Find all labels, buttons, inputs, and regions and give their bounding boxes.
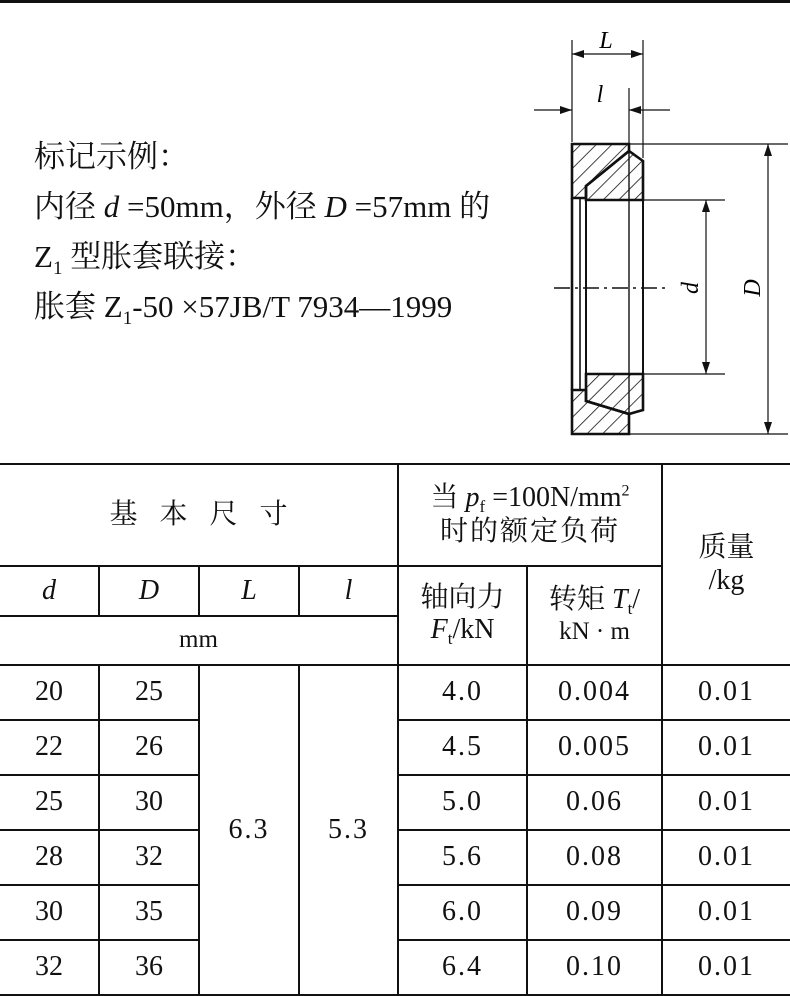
cell-torque: 0.09: [527, 885, 662, 940]
cell-d: 32: [0, 940, 99, 995]
label-l: l: [596, 82, 604, 108]
cell-L-merged: 6.3: [199, 665, 299, 995]
cell-torque: 0.08: [527, 830, 662, 885]
cell-D: 35: [99, 885, 199, 940]
example-designation: 胀套 $Z_1-50 \times 57JB/T$ 7934—1999: [34, 289, 453, 329]
cell-mass: 0.01: [662, 885, 790, 940]
header-basic-size: 基本尺寸: [0, 464, 398, 566]
cell-axial: 4.0: [398, 665, 527, 720]
cell-d: 22: [0, 720, 99, 775]
cell-d: 30: [0, 885, 99, 940]
label-d: d: [678, 282, 704, 294]
spec-table: [0, 463, 790, 996]
example-type: $Z_1$ 型胀套联接：: [34, 239, 257, 279]
cell-torque: 0.06: [527, 775, 662, 830]
cell-torque: 0.004: [527, 665, 662, 720]
cell-axial: 4.5: [398, 720, 527, 775]
header-torque: 转矩 $T_t/$ kN · m: [527, 566, 662, 665]
header-L: L: [199, 566, 299, 616]
header-D: D: [99, 566, 199, 616]
cell-axial: 5.6: [398, 830, 527, 885]
cell-mass: 0.01: [662, 665, 790, 720]
header-unit-mm: mm: [0, 616, 398, 665]
cell-D: 26: [99, 720, 199, 775]
label-D: D: [740, 279, 766, 297]
cell-mass: 0.01: [662, 775, 790, 830]
header-d: d: [0, 566, 99, 616]
cell-axial: 6.0: [398, 885, 527, 940]
cell-torque: 0.005: [527, 720, 662, 775]
marking-example: [34, 132, 490, 332]
cell-l-merged: 5.3: [299, 665, 398, 995]
header-mass: 质量 /kg: [662, 464, 790, 665]
expansion-sleeve-drawing: [520, 18, 790, 448]
header-l: l: [299, 566, 398, 616]
cell-D: 25: [99, 665, 199, 720]
cell-mass: 0.01: [662, 720, 790, 775]
cell-axial: 5.0: [398, 775, 527, 830]
cell-axial: 6.4: [398, 940, 527, 995]
cell-torque: 0.10: [527, 940, 662, 995]
cell-D: 30: [99, 775, 199, 830]
table-row: [0, 665, 790, 720]
example-diameters: 内径 d =50mm，外径 D =57mm 的: [34, 189, 491, 224]
cell-mass: 0.01: [662, 830, 790, 885]
cell-mass: 0.01: [662, 940, 790, 995]
top-rule: [0, 0, 790, 3]
header-axial-force: 轴向力 $F_t/kN$: [398, 566, 527, 665]
cell-d: 25: [0, 775, 99, 830]
cell-d: 20: [0, 665, 99, 720]
cell-D: 32: [99, 830, 199, 885]
example-heading: 标记示例：: [34, 139, 189, 174]
label-L: L: [599, 28, 613, 54]
header-rated-load: 当 $p_f =100N/mm^2$ 时的额定负荷: [398, 464, 662, 566]
cell-d: 28: [0, 830, 99, 885]
cell-D: 36: [99, 940, 199, 995]
